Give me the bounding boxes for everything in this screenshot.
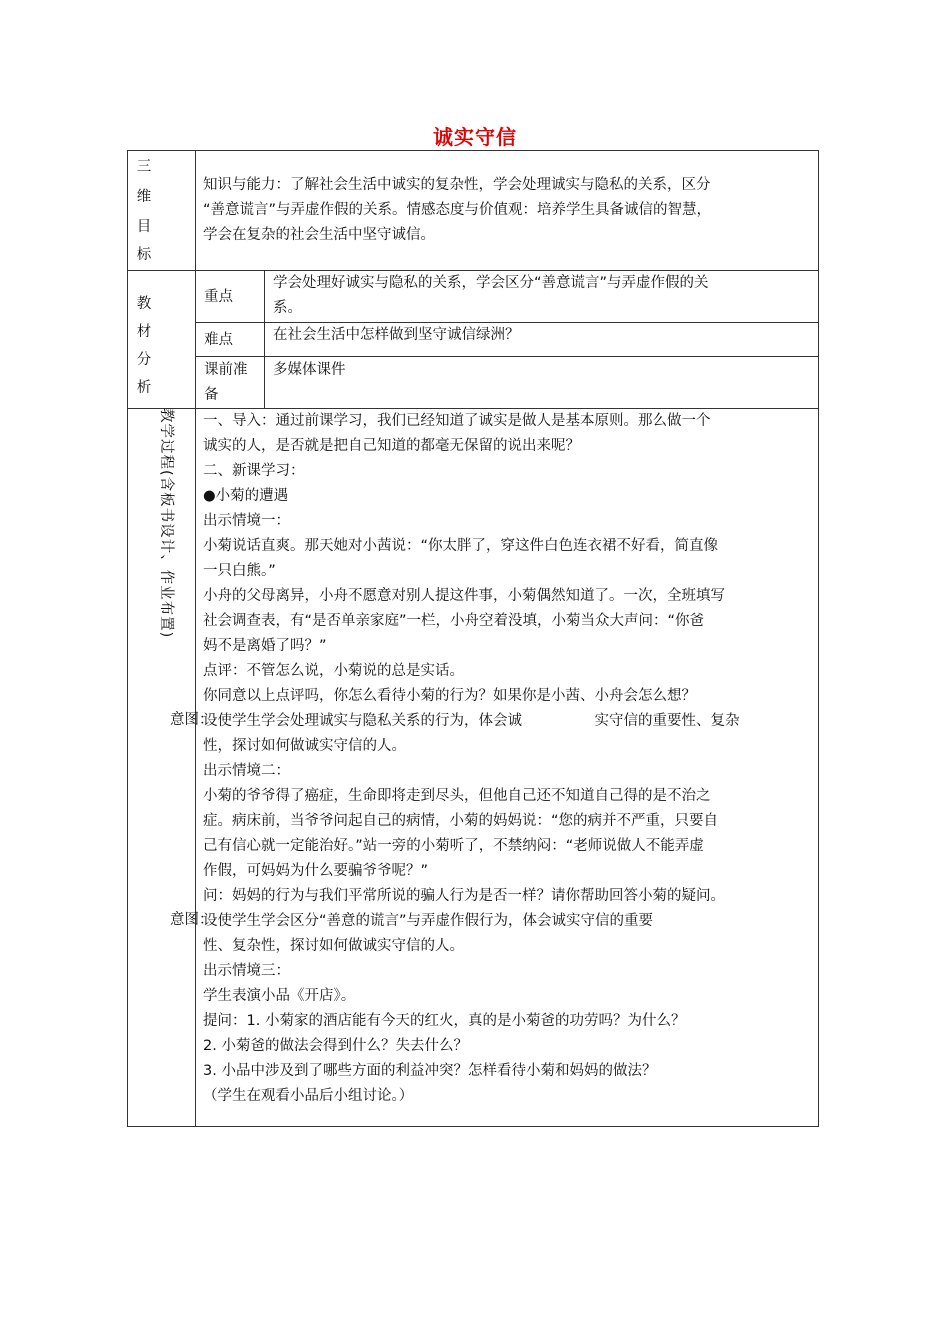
process-line: 作假，可妈妈为什么要骗爷爷呢？” <box>203 863 429 879</box>
process-line: 己有信心就一定能治好。”站一旁的小菊听了，不禁纳闷：“老师说做人不能弄虚 <box>203 838 704 854</box>
row1-line: “善意谎言”与弄虚作假的关系。情感态度与价值观：培养学生具备诚信的智慧， <box>203 202 712 218</box>
process-line: 妈不是离婚了吗？” <box>203 638 327 654</box>
table-top-border <box>127 150 819 151</box>
difficulty-content <box>273 323 520 348</box>
document-title: 诚实守信 <box>433 125 517 149</box>
column-divider <box>195 150 196 1127</box>
row1-label-char: 维 <box>136 189 152 205</box>
process-line: （学生在观看小品后小组讨论。） <box>203 1088 414 1104</box>
row1-label-char: 目 <box>136 219 152 235</box>
process-line: 小菊的爷爷得了癌症，生命即将走到尽头，但他自己还不知道自己得的是不治之 <box>203 788 711 804</box>
row3-label <box>158 408 176 639</box>
process-line: 二、新课学习： <box>203 463 305 479</box>
row1-content <box>203 173 711 248</box>
process-line: 设使学生学会区分“善意的谎言”与弄虚作假行为，体会诚实守信的重要 <box>203 913 654 929</box>
process-line: 社会调查表，有“是否单亲家庭”一栏，小舟空着没填，小菊当众大声问：“你爸 <box>203 613 705 629</box>
process-line: 症。病床前，当爷爷问起自己的病情，小菊的妈妈说：“您的病并不严重，只要自 <box>203 813 719 829</box>
row2-label-char: 分 <box>136 352 152 368</box>
preparation-label <box>204 358 248 408</box>
process-line: 性，探讨如何做诚实守信的人。 <box>203 738 406 754</box>
teaching-process-content <box>203 409 740 1109</box>
process-line: 3. 小品中涉及到了哪些方面的利益冲突？怎样看待小菊和妈妈的做法？ <box>203 1063 657 1079</box>
row1-label-char: 标 <box>136 247 152 263</box>
row2-label <box>134 290 154 402</box>
process-line: 小菊说话直爽。那天她对小茜说：“你太胖了，穿这件白色连衣裙不好看，简直像 <box>203 538 719 554</box>
process-line: 提问：1. 小菊家的酒店能有今天的红火，真的是小菊爸的功劳吗？为什么？ <box>203 1013 686 1029</box>
preparation-label-line: 课前准 <box>204 362 248 378</box>
process-line: 性、复杂性，探讨如何做诚实守信的人。 <box>203 938 464 954</box>
intent-note: 意图： <box>170 712 214 728</box>
row2-label-char: 材 <box>136 324 152 340</box>
row2-label-char: 析 <box>136 380 152 396</box>
process-line: 诚实的人，是否就是把自己知道的都毫无保留的说出来呢？ <box>203 438 580 454</box>
key-point-content <box>273 271 709 321</box>
row1-line: 知识与能力：了解社会生活中诚实的复杂性，学会处理诚实与隐私的关系，区分 <box>203 177 711 193</box>
row1-label <box>134 152 154 268</box>
preparation-line: 多媒体课件 <box>273 362 346 378</box>
preparation-content <box>273 358 346 383</box>
preparation-label-line: 备 <box>204 387 219 403</box>
process-line: 学生表演小品《开店》。 <box>203 988 356 1004</box>
process-line: 问：妈妈的行为与我们平常所说的骗人行为是否一样？请你帮助回答小菊的疑问。 <box>203 888 725 904</box>
process-line: 2. 小菊爸的做法会得到什么？失去什么？ <box>203 1038 468 1054</box>
row1-line: 学会在复杂的社会生活中坚守诚信。 <box>203 227 435 243</box>
process-line: ●小菊的遭遇 <box>203 488 289 504</box>
column-divider <box>264 270 265 408</box>
process-line: 一、导入：通过前课学习，我们已经知道了诚实是做人是基本原则。那么做一个 <box>203 413 711 429</box>
process-line: 一只白熊。” <box>203 563 276 579</box>
difficulty-label: 难点 <box>204 332 233 348</box>
difficulty-line: 在社会生活中怎样做到坚守诚信绿洲？ <box>273 327 520 343</box>
table-bottom-border <box>127 1126 819 1127</box>
intent-note: 意图： <box>170 912 214 928</box>
process-line: 小舟的父母离异，小舟不愿意对别人提这件事，小菊偶然知道了。一次，全班填写 <box>203 588 725 604</box>
subrow-divider <box>195 356 819 357</box>
key-point-line: 系。 <box>273 300 302 316</box>
key-point-line: 学会处理好诚实与隐私的关系，学会区分“善意谎言”与弄虚作假的关 <box>273 275 709 291</box>
process-line: 出示情境三： <box>203 963 290 979</box>
process-line: 你同意以上点评吗，你怎么看待小菊的行为？如果你是小茜、小舟会怎么想？ <box>203 688 696 704</box>
row1-label-char: 三 <box>136 159 152 175</box>
row3-label-text: 教学过程(含板书设计、作业布置) <box>158 408 174 639</box>
process-line: 点评：不管怎么说，小菊说的总是实话。 <box>203 663 464 679</box>
process-line: 设使学生学会处理诚实与隐私关系的行为，体会诚 实守信的重要性、复杂 <box>203 713 740 729</box>
table-right-border <box>818 150 819 1127</box>
process-line: 出示情境二： <box>203 763 290 779</box>
key-point-label: 重点 <box>204 289 233 305</box>
table-left-border <box>127 150 128 1127</box>
process-line: 出示情境一： <box>203 513 290 529</box>
row2-label-char: 教 <box>136 296 152 312</box>
